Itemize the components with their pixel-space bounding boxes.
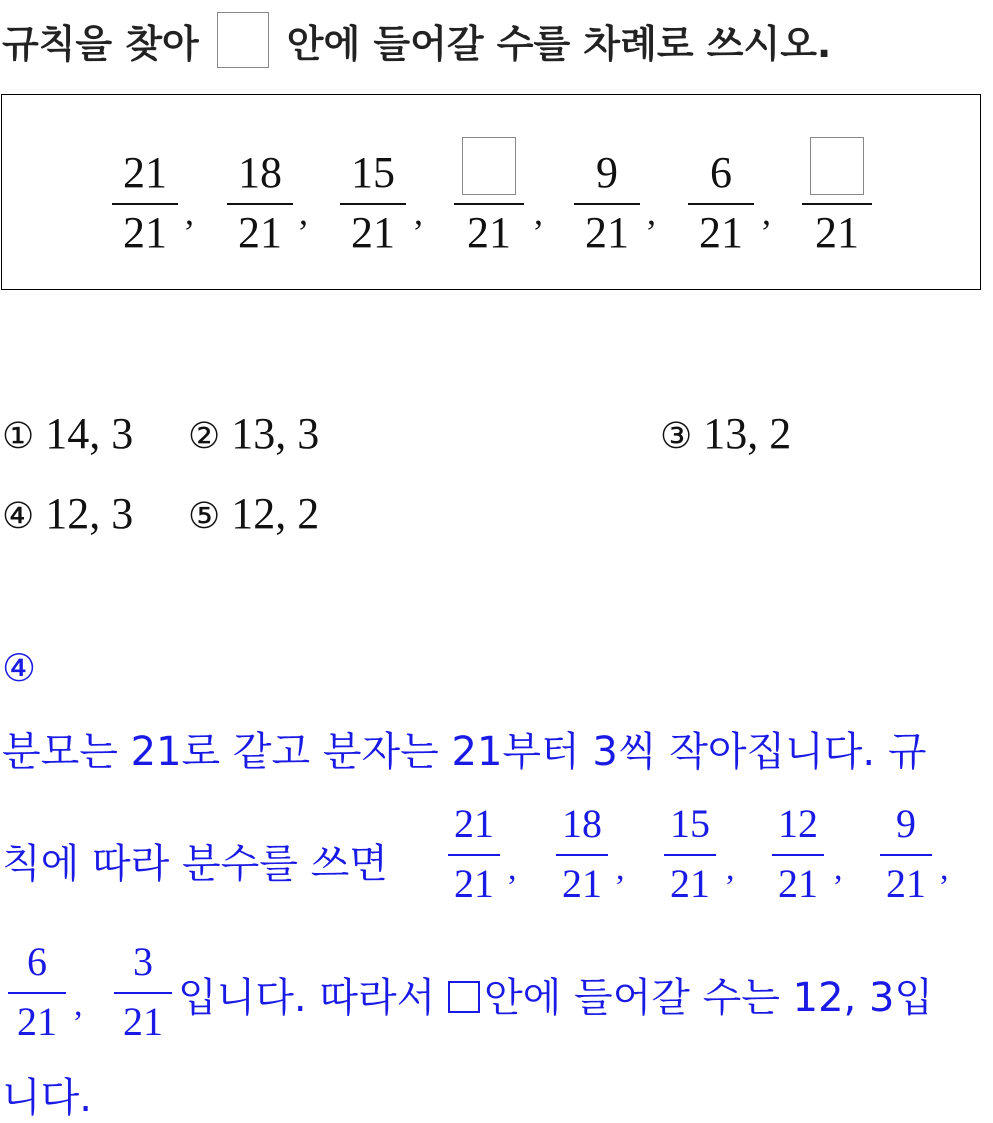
fraction-bar bbox=[112, 203, 178, 205]
blank-box-icon bbox=[462, 137, 516, 195]
comma: , bbox=[726, 850, 735, 887]
choice-3[interactable] bbox=[660, 408, 791, 459]
denominator: 21 bbox=[123, 208, 167, 257]
denominator: 21 bbox=[699, 208, 743, 257]
choice-1[interactable] bbox=[2, 408, 133, 459]
denominator: 21 bbox=[454, 861, 494, 906]
choice-2[interactable] bbox=[188, 408, 319, 459]
denominator: 21 bbox=[815, 208, 859, 257]
numerator: 15 bbox=[670, 801, 710, 846]
sequence-fraction bbox=[340, 145, 406, 255]
numerator: 6 bbox=[710, 148, 732, 197]
numerator: 9 bbox=[896, 801, 916, 846]
numerator: 15 bbox=[351, 148, 395, 197]
sequence-fraction-blank bbox=[802, 129, 872, 255]
comma: , bbox=[616, 850, 625, 887]
sequence-fraction bbox=[688, 145, 754, 255]
fraction-bar bbox=[227, 203, 293, 205]
choice-text: 12, 2 bbox=[231, 489, 320, 538]
fraction-bar bbox=[574, 203, 640, 205]
comma: , bbox=[74, 986, 83, 1023]
numerator: 9 bbox=[596, 148, 618, 197]
comma: , bbox=[414, 192, 423, 232]
solution-fraction bbox=[556, 801, 608, 906]
numerator: 21 bbox=[123, 148, 167, 197]
solution-line-3-text: 입니다. 따라서 bbox=[178, 975, 436, 1021]
choice-mark: ④ bbox=[2, 496, 35, 537]
sequence-fraction bbox=[112, 145, 178, 255]
fraction-bar bbox=[880, 854, 932, 856]
answer-mark: ④ bbox=[2, 646, 37, 690]
comma: , bbox=[299, 192, 308, 232]
comma: , bbox=[185, 192, 194, 232]
denominator: 21 bbox=[351, 208, 395, 257]
question-text-before: 규칙을 찾아 bbox=[2, 21, 199, 66]
fraction-bar bbox=[454, 203, 524, 205]
fraction-bar bbox=[556, 854, 608, 856]
fraction-bar bbox=[448, 854, 500, 856]
solution-line-3-text-after: 안에 들어갈 수는 12, 3입 bbox=[484, 975, 934, 1021]
denominator: 21 bbox=[886, 861, 926, 906]
fraction-bar bbox=[688, 203, 754, 205]
numerator: 18 bbox=[238, 148, 282, 197]
numerator: 3 bbox=[133, 939, 153, 984]
numerator: 6 bbox=[27, 939, 47, 984]
comma: , bbox=[647, 192, 656, 232]
denominator: 21 bbox=[17, 999, 57, 1044]
denominator: 21 bbox=[670, 861, 710, 906]
sequence-fraction-blank bbox=[454, 129, 524, 255]
denominator: 21 bbox=[585, 208, 629, 257]
fraction-bar bbox=[772, 854, 824, 856]
fraction-bar bbox=[802, 203, 872, 205]
choice-mark: ② bbox=[188, 416, 221, 457]
numerator: 12 bbox=[778, 801, 818, 846]
comma: , bbox=[534, 192, 543, 232]
numerator: 21 bbox=[454, 801, 494, 846]
sequence-fraction bbox=[227, 145, 293, 255]
choice-text: 14, 3 bbox=[45, 409, 134, 458]
solution-line-1: 분모는 21로 같고 분자는 21부터 3씩 작아집니다. 규 bbox=[2, 729, 927, 775]
solution-fraction bbox=[448, 801, 500, 906]
choice-mark: ① bbox=[2, 416, 35, 457]
comma: , bbox=[508, 850, 517, 887]
solution-fraction bbox=[772, 801, 824, 906]
blank-box-icon bbox=[810, 137, 864, 195]
fraction-bar bbox=[8, 992, 66, 994]
solution-fraction bbox=[880, 801, 932, 906]
fraction-bar bbox=[340, 203, 406, 205]
solution-line-4: 니다. bbox=[2, 1075, 92, 1121]
blank-box-icon bbox=[448, 981, 480, 1013]
choice-mark: ⑤ bbox=[188, 496, 221, 537]
denominator: 21 bbox=[778, 861, 818, 906]
comma: , bbox=[834, 850, 843, 887]
solution-fraction bbox=[664, 801, 716, 906]
question-text-after: 안에 들어갈 수를 차례로 쓰시오. bbox=[286, 21, 832, 66]
choice-text: 13, 3 bbox=[231, 409, 320, 458]
solution-line-2-text: 칙에 따라 분수를 쓰면 bbox=[2, 841, 388, 887]
choice-text: 12, 3 bbox=[45, 489, 134, 538]
comma: , bbox=[762, 192, 771, 232]
solution-line-3 bbox=[178, 966, 933, 1023]
solution-fraction bbox=[8, 939, 66, 1044]
choice-text: 13, 2 bbox=[703, 409, 792, 458]
choice-mark: ③ bbox=[660, 416, 693, 457]
numerator: 18 bbox=[562, 801, 602, 846]
denominator: 21 bbox=[123, 999, 163, 1044]
denominator: 21 bbox=[562, 861, 602, 906]
denominator: 21 bbox=[238, 208, 282, 257]
blank-box-icon bbox=[217, 12, 269, 68]
fraction-bar bbox=[664, 854, 716, 856]
denominator: 21 bbox=[467, 208, 511, 257]
choice-5[interactable] bbox=[188, 488, 319, 539]
comma: , bbox=[940, 850, 949, 887]
sequence-box bbox=[1, 94, 981, 290]
solution-fraction bbox=[114, 939, 172, 1044]
choice-4[interactable] bbox=[2, 488, 133, 539]
question-text bbox=[2, 10, 831, 70]
sequence-fraction bbox=[574, 145, 640, 255]
fraction-bar bbox=[114, 992, 172, 994]
